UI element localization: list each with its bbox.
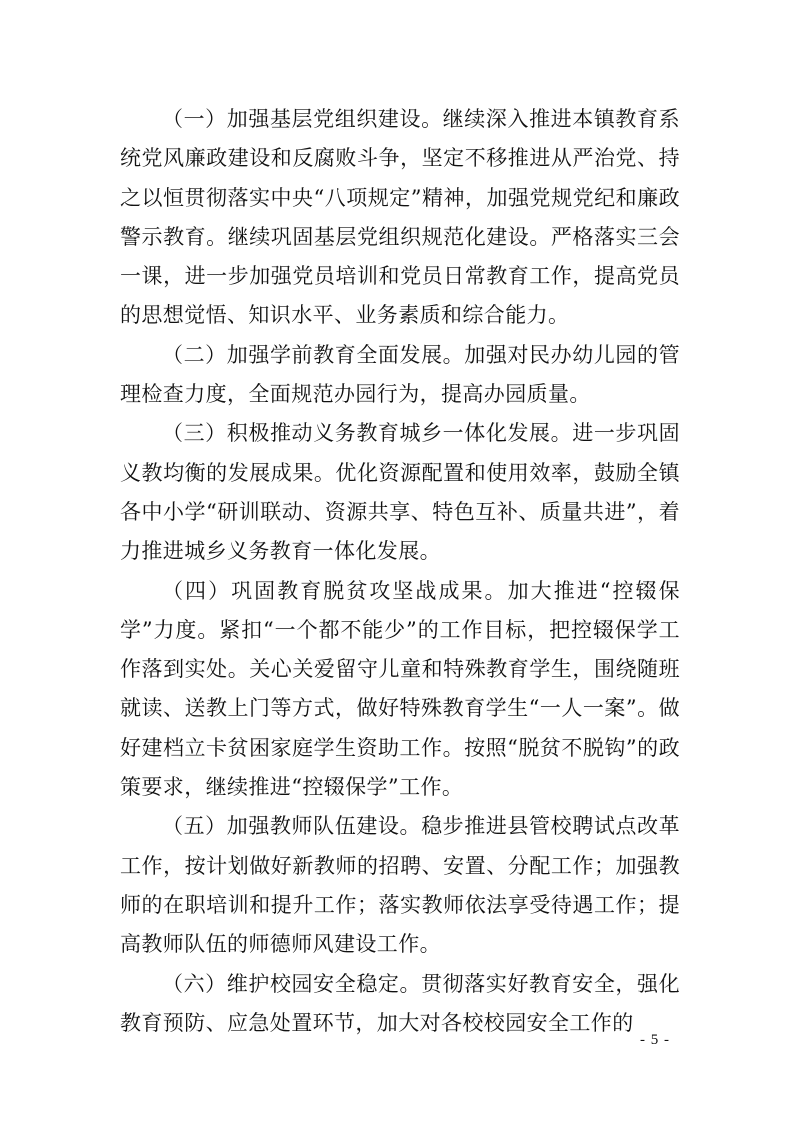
paragraph-party-building: （一）加强基层党组织建设。继续深入推进本镇教育系统党风廉政建设和反腐败斗争，坚定不移推进从严治党、持之以恒贯彻落实中央“八项规定”精神，加强党规党纪和廉政警示教育。继续巩固基层党组织规范化建设。严格落实三会一课，进一步加强党员培训和党员日常教育工作，提高党员的思想觉悟、知识水平、业务素质和综合能力。: [120, 107, 680, 328]
document-body: [120, 100, 680, 1043]
paragraph-preschool-education: （二）加强学前教育全面发展。加强对民办幼儿园的管理检查力度，全面规范办园行为，提高办园质量。: [120, 342, 680, 407]
paragraph-compulsory-education: （三）积极推动义务教育城乡一体化发展。进一步巩固义教均衡的发展成果。优化资源配置和使用效率，鼓励全镇各中小学“研训联动、资源共享、特色互补、质量共进”，着力推进城乡义务教育一体化发展。: [120, 421, 680, 564]
paragraph-campus-safety: （六）维护校园安全稳定。贯彻落实好教育安全，强化教育预防、应急处置环节，加大对各校校园安全工作的: [120, 971, 680, 1035]
page-number: - 5 -: [640, 1032, 670, 1048]
paragraph-poverty-alleviation: （四）巩固教育脱贫攻坚战成果。加大推进“控辍保学”力度。紧扣“一个都不能少”的工作目标，把控辍保学工作落到实处。关心关爱留守儿童和特殊教育学生，围绕随班就读、送教上门等方式，做好特殊教育学生“一人一案”。做好建档立卡贫困家庭学生资助工作。按照“脱贫不脱钩”的政策要求，继续推进“控辍保学”工作。: [120, 578, 680, 800]
paragraph-teacher-team: （五）加强教师队伍建设。稳步推进县管校聘试点改革工作，按计划做好新教师的招聘、安置、分配工作；加强教师的在职培训和提升工作；落实教师依法享受待遇工作；提高教师队伍的师德师风建设工作。: [120, 814, 680, 957]
